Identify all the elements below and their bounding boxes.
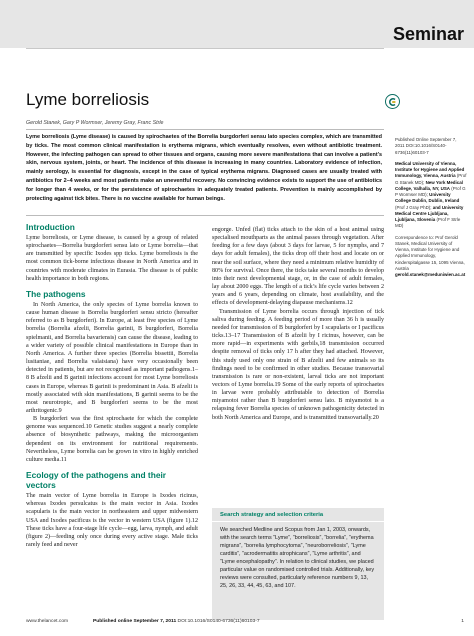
ecology-heading: Ecology of the pathogens and their vectors (26, 470, 167, 491)
ecology-paragraph: The main vector of Lyme borrelia in Europe is Ixodes ricinus, whereas Ixodes persulcatus is the main vector in Asia. Ixodes scapularis is the main vector in northeastern and upper midwestern USA and Ixodes pacificus is the vector in western USA (figure 1).12 These ticks have a four-stage life cycle—egg, larva, nymph, and adult (figure 2)—feeding only once during every active stage. Male ticks rarely feed and never (26, 493, 198, 548)
affiliation-dublin-people: (Prof J Gray PhD); (395, 204, 432, 210)
introduction-paragraph: Lyme borreliosis, or Lyme disease, is caused by a group of related spirochaetes—Borrelia burgdorferi sensu lato or Lyme borrelia—that are transmitted by specific Ixodes spp ticks. Lyme borreliosis is the most common tick-borne infectious disease in North America and in countries with moderate climates in Eurasia. The disease is of public health importance in both regions. (26, 235, 198, 282)
ecology-continued-paragraph: engorge. Unfed (flat) ticks attach to the skin of a host animal using specialised mouthparts as the animal passes through vegetation. After feeding for a few days (about 3 days for larvae, 5 for nymphs, and 7 days for adult females), the ticks drop off their host and locate on or near the soil surface, where they need a minimum relative humidity of 80% for survival. Once there, the ticks take several months to develop into their next developmental stage, or, in the case of adult females, lay about 2000 eggs. The length of a tick’s life cycle varies between 2 years and 6 years, depending on climate, host availability, and the effects of development-delaying diapause mechanisms.12 (212, 227, 384, 307)
affiliations (395, 161, 467, 230)
header-divider (26, 48, 384, 49)
footer-site-link[interactable]: www.thelancet.com (26, 619, 69, 624)
correspondence-address: Correspondence to: Prof Gerold Stanek, Medical University of Vienna, Institute for Hygiene and Applied Immunology, Kinderspitalgasse 15, 1095 Vienna, Austria (395, 234, 465, 271)
right-text-column (212, 226, 384, 422)
footer-doi: DOI:10.1016/S0140-6736(11)60103-7 (177, 619, 260, 624)
transmission-paragraph: Transmission of Lyme borrelia occurs through injection of tick saliva during feeding. A feeding period of more than 36 h is usually needed for transmission of B burgdorferi by I scapularis or I pacificus ticks.13–17 Transmission of B afzelii by I ricinus, however, can be more rapid—in experiments with gerbils,18 transmission occurred despite removal of ticks only 17 h after they had attached. However, this study used only one strain of B afzelii and few animals so its findings need to be confirmed in other studies. Because transovarial transmission is rare or non-existent, larval ticks are not important vectors of Lyme borrelia.19 Some of the early reports of spirochaetes in larvae were probably attributable to detection of Borrelia miyamotoi rather than B burgdorferi sensu lato. B miyamotoi is a relapsing fever Borrelia species of unknown pathogenicity detected in both North America and Europe, and is transmitted transovarially.20 (212, 308, 384, 421)
abstract-divider (26, 215, 384, 216)
page-number: 1 (461, 619, 464, 624)
introduction-heading: Introduction (26, 222, 75, 232)
footer-published-date: Published online September 7, 2011 (93, 619, 177, 624)
left-text-column (26, 222, 198, 549)
affiliation-dublin: University College Dublin, Dublin, Ireland (395, 192, 460, 204)
article-sidebar (395, 137, 467, 283)
authors-divider (26, 129, 384, 130)
publication-info: Published Online September 7, 2011 DOI:10.1016/S0140-6736(11)60103-7 (395, 137, 457, 155)
correspondence (395, 235, 467, 279)
pathogens-paragraph-2: B burgdorferi was the first spirochaete for which the complete genome was sequenced.10 Genetic studies suggest a nearly complete absence of biosynthetic pathways, making the microorganism dependent on its environment for nutritional requirements. Nevertheless, Lyme borrelia can be grown in vitro in highly enriched culture media.11 (26, 416, 198, 463)
correspondence-email[interactable]: gerold.stanek@meduniwien.ac.at (395, 272, 466, 277)
affiliation-vienna-people: (Prof G Stanek MD); (395, 173, 467, 185)
search-strategy-title: Search strategy and selection criteria (212, 508, 384, 522)
affiliation-newyork-people: (Prof G P Wormser MD); (395, 185, 466, 197)
pathogens-paragraph-1: In North America, the only species of Lyme borrelia known to cause human disease is Borrelia burgdorferi sensu stricto (hereafter referred to as B burgdorferi). In Europe, at least five species of Lyme borrelia (Borrelia afzelii, Borrelia garinii, B burgdorferi, Borrelia spielmanii, and Borrelia bavariensis) can cause the disease, leading to a wider variety of possible clinical manifestations in Europe than in North America. A further three species (Borrelia bissettii, Borrelia lusitaniae, and Borrelia valaisiana) have very occasionally been detected in patients, but are not recognised as important pathogens.1–8 B afzelii and B garinii infections account for most Lyme borreliosis cases in Europe, whereas B garinii is predominant in Asia. B afzelii is mostly associated with skin manifestations, B garinii seems to be the most neurotropic, and B burgdorferi seems to be the most arthritogenic.9 (26, 301, 198, 414)
affiliation-vienna: Medical University of Vienna, Institute for Hygiene and Applied Immunology, Vienna, Austria (395, 160, 465, 179)
journal-header-bar (0, 0, 474, 48)
affiliation-newyork: New York Medical College, Valhalla, NY, USA (395, 179, 463, 191)
article-abstract: Lyme borreliosis (Lyme disease) is caused by spirochaetes of the Borrelia burgdorferi sensu lato species complex, which are transmitted by ticks. The most common clinical manifestation is erythema migrans, which eventually resolves, even without antibiotic treatment. However, the infecting pathogen can spread to other tissues and organs, causing more severe manifestations that can involve a patient’s skin, nervous system, joints, or heart. The incidence of this disease is increasing in many countries. Laboratory evidence of infection, mainly serology, is essential for diagnosis, except in the case of typical erythema migrans. Diagnosed cases are usually treated with antibiotics for 2–4 weeks and most patients make an uneventful recovery. No convincing evidence exists to support the use of antibiotics for longer than 4 weeks, or for the persistence of spirochaetes in adequately treated patients. Prevention is mainly accomplished by protecting against tick bites. There is no vaccine available for human beings. (26, 134, 382, 202)
article-title: Lyme borreliosis (26, 90, 150, 109)
article-authors: Gerold Stanek, Gary P Wormser, Jeremy Gray, Franc Strle (26, 120, 164, 126)
affiliation-ljubljana-people: (Prof F Strle MD) (395, 217, 461, 229)
crossmark-logo-icon[interactable] (385, 94, 400, 109)
search-strategy-panel (212, 508, 384, 620)
search-strategy-text: We searched Medline and Scopus from Jan 1, 2003, onwards, with the search terms “Lyme”, “borreliosis”, “borrelia”, “erythema migrans”, “borrelia lymphocytoma”, “neuroborreliosis”, “Lyme carditis”, “acrodermatitis atrophicans”, “Lyme arthritis”, and “Lyme encephalopathy”. In relation to clinical studies, we placed particular value on randomised controlled trials. Additionally, key reviews were consulted, particularly reference numbers 9, 13, 25, 26, 33, 44, 45, 63, and 107. (220, 527, 375, 590)
section-label: Seminar (392, 24, 464, 44)
pathogens-heading: The pathogens (26, 288, 86, 299)
footer-publication (93, 619, 260, 624)
affiliation-ljubljana: and University Medical Centre Ljubljana, Ljubljana, Slovenia (395, 204, 464, 222)
